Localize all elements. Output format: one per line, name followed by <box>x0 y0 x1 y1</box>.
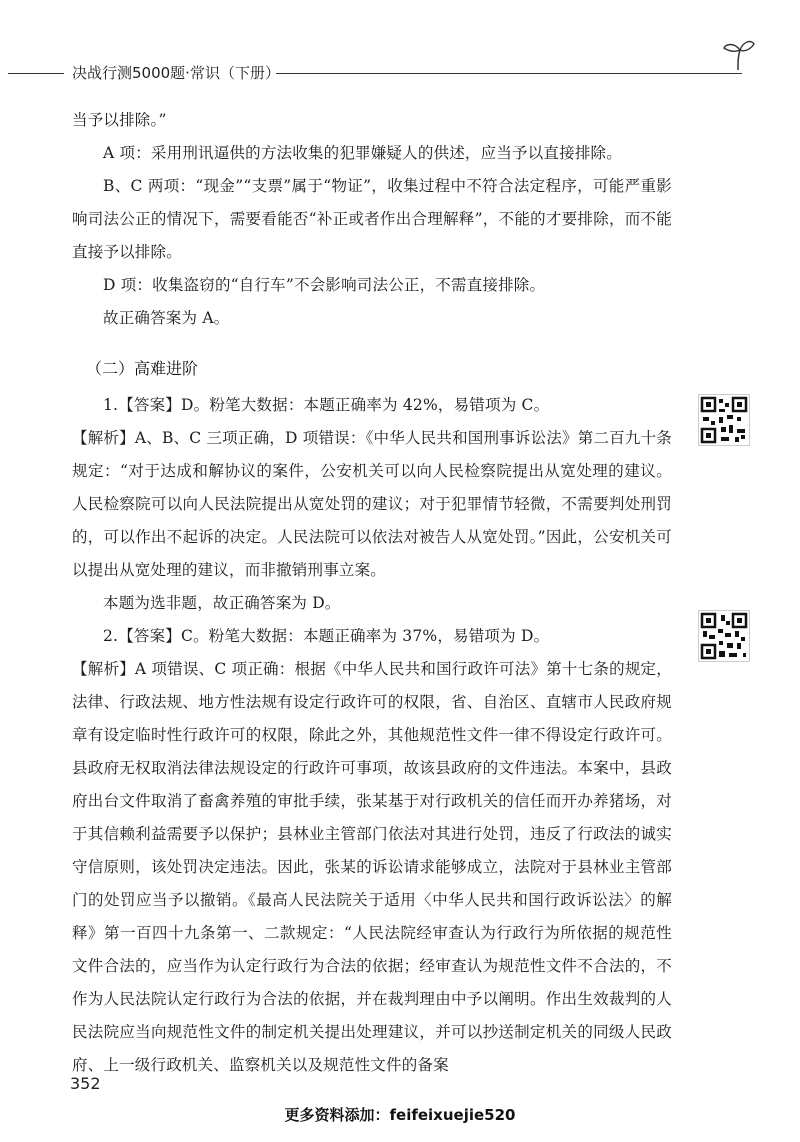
page-body <box>72 104 672 1082</box>
page-number: 352 <box>70 1074 101 1093</box>
paragraph-conclusion: 故正确答案为 A。 <box>103 309 230 327</box>
paragraph-option-d: D 项：收集盗窃的“自行车”不会影响司法公正，不需直接排除。 <box>103 276 546 294</box>
q1-answer: 1.【答案】D。粉笔大数据：本题正确率为 42%，易错项为 C。 <box>103 396 550 414</box>
sprout-icon <box>720 38 756 72</box>
section-heading: （二）高难进阶 <box>86 359 199 378</box>
q1-analysis: 【解析】A、B、C 三项正确，D 项错误：《中华人民共和国刑事诉讼法》第二百九十条规定：“对于达成和解协议的案件，公安机关可以向人民检察院提出从宽处理的建议。人民检察院可以向人民法院提出从宽处罚的建议；对于犯罪情节轻微，不需要判处刑罚的，可以作出不起诉的决定。人民法院可以依法对被告人从宽处罚。”因此，公安机关可以提出从宽处理的建议，而非撤销刑事立案。 <box>72 429 672 579</box>
paragraph-option-bc: B、C 两项：“现金”“支票”属于“物证”，收集过程中不符合法定程序，可能严重影响司法公正的情况下，需要看能否“补正或者作出合理解释”，不能的才要排除，而不能直接予以排除。 <box>72 177 672 261</box>
q1-conclusion: 本题为选非题，故正确答案为 D。 <box>103 594 341 612</box>
header-rule-right <box>276 73 742 74</box>
q2-answer: 2.【答案】C。粉笔大数据：本题正确率为 37%，易错项为 D。 <box>103 627 550 645</box>
qr-code-icon <box>698 610 750 662</box>
footer-note: 更多资料添加：feifeixuejie520 <box>284 1106 516 1124</box>
running-header <box>0 56 760 86</box>
header-title: 决战行测5000题·常识（下册） <box>72 64 280 82</box>
paragraph-continuation: 当予以排除。” <box>72 111 167 129</box>
header-rule-left <box>8 73 64 74</box>
qr-code-icon <box>698 394 750 446</box>
paragraph-option-a: A 项：采用刑讯逼供的方法收集的犯罪嫌疑人的供述，应当予以直接排除。 <box>103 144 622 162</box>
q2-analysis: 【解析】A 项错误、C 项正确：根据《中华人民共和国行政许可法》第十七条的规定，法律、行政法规、地方性法规有设定行政许可的权限，省、自治区、直辖市人民政府规章有设定临时性行政许可的权限，除此之外，其他规范性文件一律不得设定行政许可。县政府无权取消法律法规设定的行政许可事项，故该县政府的文件违法。本案中，县政府出台文件取消了畜禽养殖的审批手续，张某基于对行政机关的信任而开办养猪场，对于其信赖利益需要予以保护；县林业主管部门依法对其进行处罚，违反了行政法的诚实守信原则，该处罚决定违法。因此，张某的诉讼请求能够成立，法院对于县林业主管部门的处罚应当予以撤销。《最高人民法院关于适用〈中华人民共和国行政诉讼法〉的解释》第一百四十九条第一、二款规定：“人民法院经审查认为行政行为所依据的规范性文件合法的，应当作为认定行政行为合法的依据；经审查认为规范性文件不合法的，不作为人民法院认定行政行为合法的依据，并在裁判理由中予以阐明。作出生效裁判的人民法院应当向规范性文件的制定机关提出处理建议，并可以抄送制定机关的同级人民政府、上一级行政机关、监察机关以及规范性文件的备案 <box>72 660 672 1074</box>
